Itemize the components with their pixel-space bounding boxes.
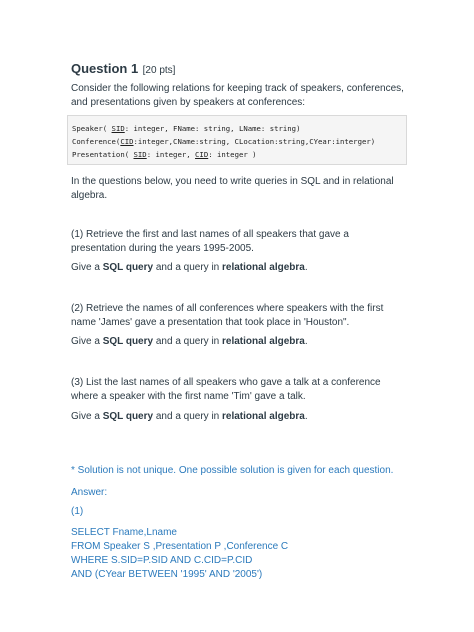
sql-line-from: FROM Speaker S ,Presentation P ,Conference C bbox=[71, 541, 289, 552]
question-points: [20 pts] bbox=[142, 65, 176, 76]
solution-note: * Solution is not unique. One possible solution is given for each question. bbox=[71, 465, 394, 476]
sql-line-select: SELECT Fname,Lname bbox=[71, 527, 177, 538]
answer-label: Answer: bbox=[71, 487, 108, 498]
question-intro: Consider the following relations for keeping track of speakers, conferences, and presentations given by speakers at conferences: bbox=[71, 83, 404, 108]
part-3-text: (3) List the last names of all speakers who gave a talk at a conference where a speaker with the first name 'Tim' gave a talk. bbox=[71, 377, 381, 402]
instructions-text: In the questions below, you need to write queries in SQL and in relational algebra. bbox=[71, 176, 394, 201]
sql-line-where: WHERE S.SID=P.SID AND C.CID=P.CID bbox=[71, 555, 253, 566]
schema-speaker: Speaker( SID: integer, FName: string, LName: string) bbox=[72, 124, 301, 133]
part-1-text: (1) Retrieve the first and last names of all speakers that gave a presentation during the years 1995-2005. bbox=[71, 229, 349, 254]
answer-part-label: (1) bbox=[71, 506, 84, 517]
sql-line-and: AND (CYear BETWEEN '1995' AND '2005') bbox=[71, 569, 263, 580]
question-header bbox=[71, 60, 175, 78]
schema-presentation: Presentation( SID: integer, CID: integer ) bbox=[72, 150, 257, 159]
part-3-give: Give a SQL query and a query in relational algebra. bbox=[71, 411, 308, 422]
part-2-text: (2) Retrieve the names of all conferences where speakers with the first name 'James' gave a presentation that took place in 'Houston". bbox=[71, 303, 384, 328]
schema-conference: Conference(CID:integer,CName:string, CLocation:string,CYear:interger) bbox=[72, 137, 376, 146]
part-2-give: Give a SQL query and a query in relational algebra. bbox=[71, 336, 308, 347]
question-title: Question 1 bbox=[71, 61, 139, 76]
schema-code-block bbox=[67, 115, 407, 165]
part-1-give: Give a SQL query and a query in relational algebra. bbox=[71, 262, 308, 273]
